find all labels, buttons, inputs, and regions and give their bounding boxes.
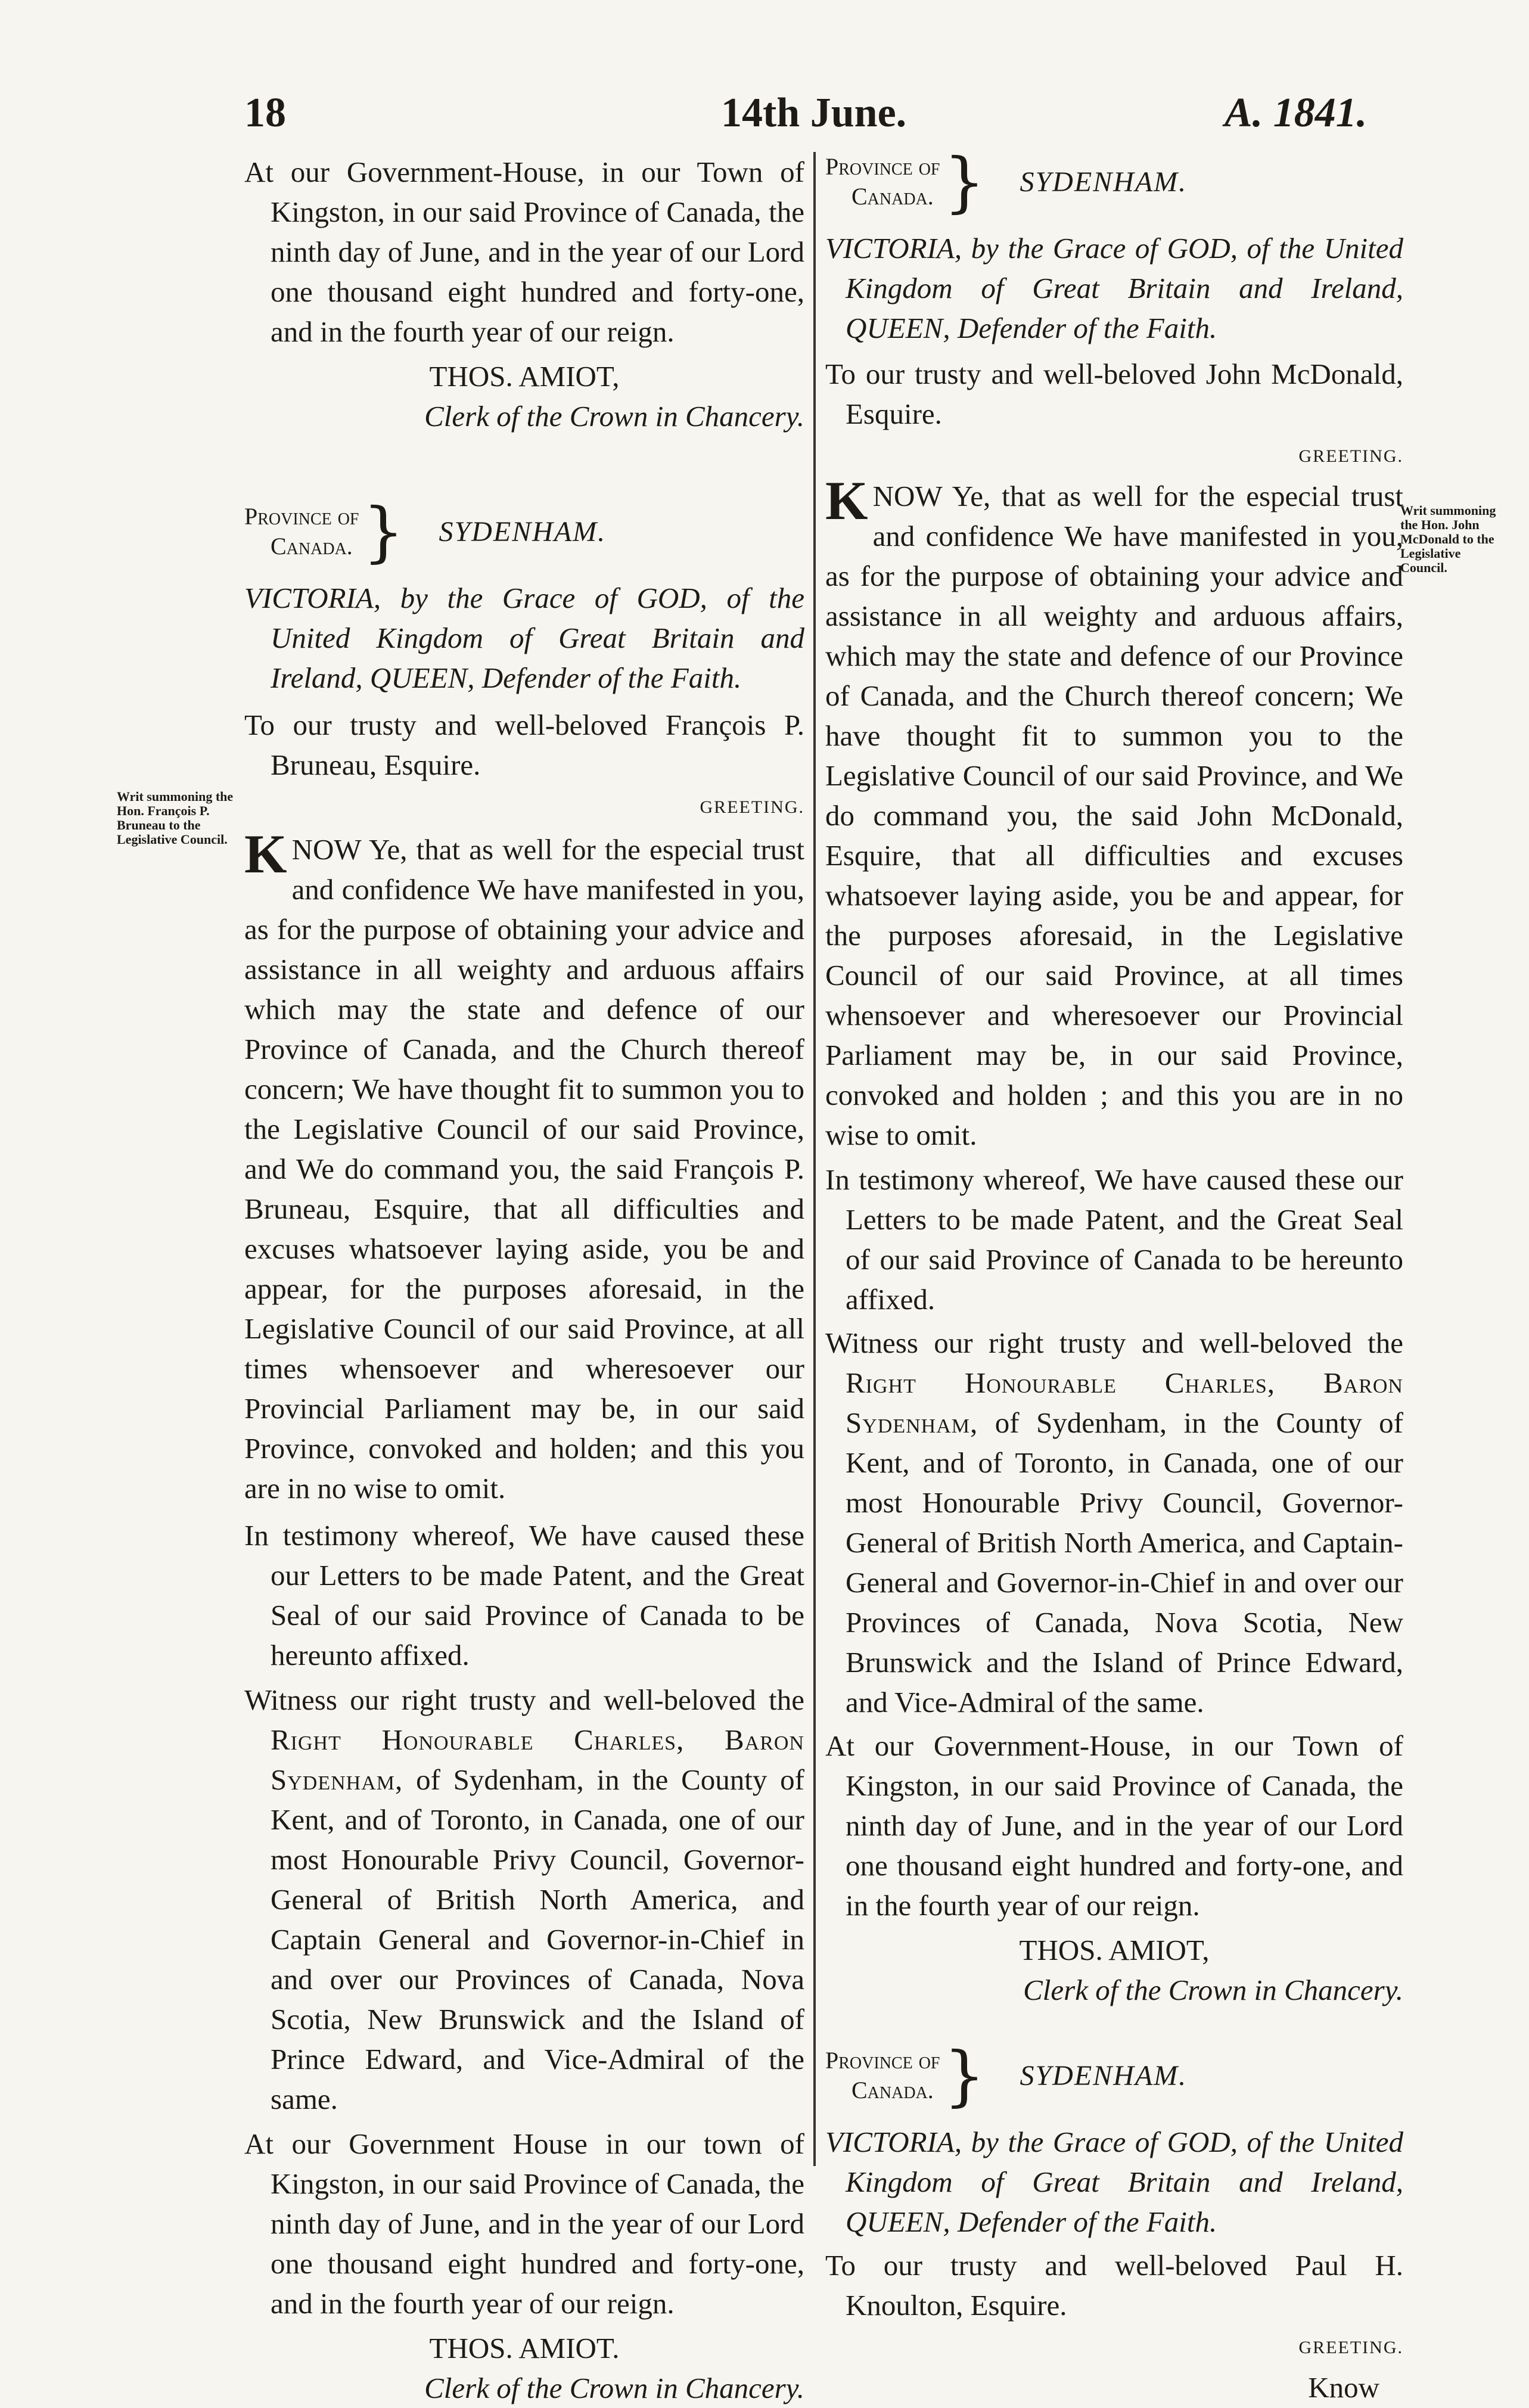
- page-year: A. 1841.: [1225, 90, 1368, 136]
- writ-paragraph-right: KNOW Ye, that as well for the especial trust and confidence We have manifested in you, as for the purpose of obtaining your advice and assistance in all weighty and arduous affairs, which may the state and defence of our Province of Canada, and the Church thereof concern; We have thought fit to summon you to the Legislative Council of our said Province, and We do command you, the said John McDonald, Esquire, that all difficulties and excuses whatsoever laying aside, you be and appear, for the purposes aforesaid, in the Legislative Council of our said Province, at all times whensoever and wheresoever our Provincial Parliament may be, in our said Province, convoked and holden ; and this you are in no wise to omit.: [825, 470, 1403, 1151]
- governor-name: SYDENHAM.: [439, 515, 607, 548]
- victoria-paragraph-right-2: VICTORIA, by the Grace of GOD, of the United Kingdom of Great Britain and Ireland, QUEEN, Defender of the Faith.: [825, 2126, 1403, 2238]
- writ-paragraph: KNOW Ye, that as well for the especial trust and confidence We have manifested in you, as for the purpose of obtaining your advice and assistance in all weighty and arduous affairs which may the state and defence of our Province of Canada, and the Church thereof concern; We have thought fit to summon you to the Legislative Council of our said Province, and We do command you, the said François P. Bruneau, Esquire, that all difficulties and excuses whatsoever laying aside, you be and appear, for the purposes aforesaid, in the Legislative Council of our said Province, at all times whensoever and wheresoever our Provincial Parliament may be, in our said Province, convoked and holden; and this you are in no wise to omit.: [244, 824, 804, 1505]
- page-date: 14th June.: [721, 90, 907, 136]
- left-column: [244, 152, 804, 2408]
- province-heading-right: [825, 144, 1403, 220]
- signature-title: Clerk of the Crown in Chancery.: [424, 400, 804, 433]
- province-heading: [244, 493, 804, 570]
- greeting-right: GREETING.: [1298, 446, 1403, 466]
- victoria-paragraph-right: VICTORIA, by the Grace of GOD, of the United Kingdom of Great Britain and Ireland, QUEEN, Defender of the Faith.: [825, 232, 1403, 344]
- province-label: Province of: [825, 153, 940, 180]
- signature-title-2: Clerk of the Crown in Chancery.: [424, 2372, 804, 2404]
- right-column: [825, 144, 1403, 2407]
- province-name: Canada.: [851, 2077, 934, 2103]
- brace-icon: }: [362, 493, 405, 570]
- witness-paragraph: Witness our right trusty and well-beloved the Right Honourable Charles, Baron Sydenham, of Sydenham, in the County of Kent, and of Toronto, in Canada, one of our most Honourable Privy Council, Governor-General of British North America, and Captain General and Governor-in-Chief in and over our Provinces of Canada, Nova Scotia, New Brunswick and the Island of Prince Edward, and Vice-Admiral of the same.: [244, 1683, 804, 2115]
- margin-note-left: Writ summoning the Hon. François P. Bruneau to the Legislative Council.: [117, 789, 234, 847]
- drop-cap: K: [825, 470, 868, 531]
- catchword: Know: [1308, 2371, 1379, 2404]
- signature-name: THOS. AMIOT,: [429, 360, 620, 393]
- province-name: Canada.: [271, 533, 353, 560]
- greeting-right-2: GREETING.: [1298, 2338, 1403, 2357]
- brace-icon: }: [943, 144, 986, 220]
- governor-name: SYDENHAM.: [1020, 166, 1188, 198]
- page-number: 18: [244, 90, 286, 136]
- addressee-paragraph-right-2: To our trusty and well-beloved Paul H. Knoulton, Esquire.: [825, 2249, 1403, 2322]
- drop-cap: K: [244, 824, 287, 884]
- governor-name: SYDENHAM.: [1020, 2059, 1188, 2092]
- province-label: Province of: [244, 503, 359, 530]
- margin-note-right: Writ summoning the Hon. John McDonald to the Legislative Council.: [1400, 503, 1496, 575]
- testimony-paragraph: In testimony whereof, We have caused these our Letters to be made Patent, and the Great Seal of our said Province of Canada to be hereunto affixed.: [244, 1519, 804, 1671]
- signature-name-right: THOS. AMIOT,: [1019, 1934, 1210, 1966]
- greeting: GREETING.: [700, 797, 804, 817]
- signature-name-2: THOS. AMIOT.: [429, 2332, 620, 2364]
- government-house-paragraph-2: At our Government House in our town of Kingston, in our said Province of Canada, the ninth day of June, and in the year of our Lord one thousand eight hundred and forty-one, and in the fourth year of our reign.: [244, 2127, 804, 2320]
- government-house-paragraph: At our Government-House, in our Town of Kingston, in our said Province of Canada, the ninth day of June, and in the year of our Lord one thousand eight hundred and forty-one, and in the fourth year of our reign.: [244, 156, 804, 348]
- signature-title-right: Clerk of the Crown in Chancery.: [1023, 1974, 1403, 2006]
- addressee-paragraph-right: To our trusty and well-beloved John McDonald, Esquire.: [825, 358, 1403, 430]
- victoria-paragraph: VICTORIA, by the Grace of GOD, of the United Kingdom of Great Britain and Ireland, QUEEN, Defender of the Faith.: [244, 582, 804, 694]
- column-divider: [813, 152, 816, 2166]
- government-house-paragraph-right: At our Government-House, in our Town of Kingston, in our said Province of Canada, the ninth day of June, and in the year of our Lord one thousand eight hundred and forty-one, and in the fourth year of our reign.: [825, 1729, 1403, 1922]
- province-label: Province of: [825, 2047, 940, 2074]
- province-name: Canada.: [851, 183, 934, 210]
- testimony-paragraph-right: In testimony whereof, We have caused these our Letters to be made Patent, and the Great Seal of our said Province of Canada to be hereunto affixed.: [825, 1163, 1403, 1316]
- addressee-paragraph: To our trusty and well-beloved François P. Bruneau, Esquire.: [244, 709, 804, 781]
- witness-paragraph-right: Witness our right trusty and well-beloved the Right Honourable Charles, Baron Sydenham, of Sydenham, in the County of Kent, and of Toronto, in Canada, one of our most Honourable Privy Council, Governor-General of British North America, and Captain-General and Governor-in-Chief in and over our Provinces of Canada, Nova Scotia, New Brunswick and the Island of Prince Edward, and Vice-Admiral of the same.: [825, 1326, 1403, 1719]
- page-header: [244, 89, 1400, 149]
- brace-icon: }: [943, 2037, 986, 2114]
- province-heading-right-2: [825, 2037, 1403, 2114]
